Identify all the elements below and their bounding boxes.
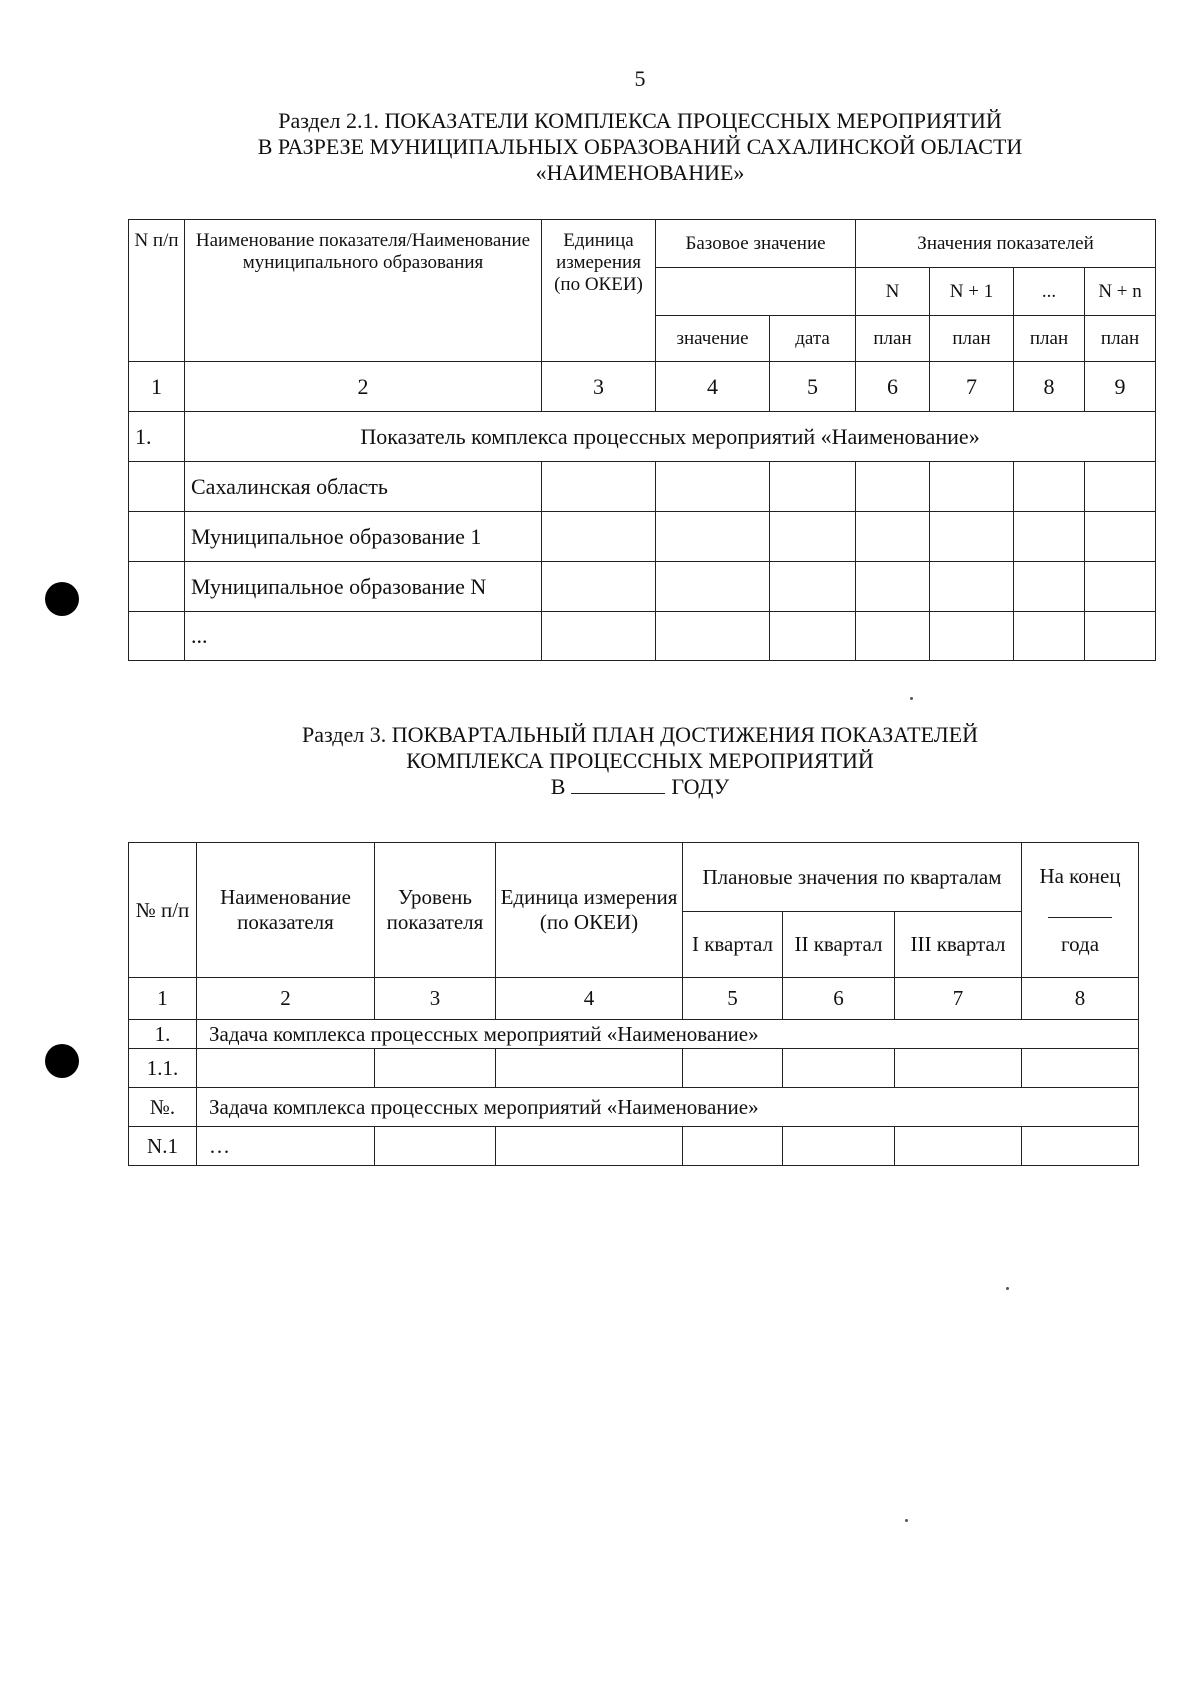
column-number: 1 (129, 362, 185, 412)
section-2-1-title (0, 108, 1200, 186)
cell (129, 462, 185, 512)
column-number: 7 (895, 978, 1022, 1020)
header-unit: Единица измерения (по ОКЕИ) (542, 220, 656, 362)
title-line: Раздел 3. ПОКВАРТАЛЬНЫЙ ПЛАН ДОСТИЖЕНИЯ ПОКАЗАТЕЛЕЙ (301, 722, 979, 747)
column-number: 8 (1014, 362, 1085, 412)
cell (129, 612, 185, 661)
column-number: 3 (542, 362, 656, 412)
header-plan: план (930, 316, 1014, 362)
indicator-label: Показатель комплекса процессных мероприятий «Наименование» (185, 412, 1156, 462)
column-number: 1 (129, 978, 197, 1020)
column-number: 6 (856, 362, 930, 412)
title-line: «НАИМЕНОВАНИЕ» (535, 160, 745, 185)
header-year: N + n (1085, 268, 1156, 316)
column-number: 4 (496, 978, 683, 1020)
task-label: Задача комплекса процессных мероприятий «Наименование» (197, 1088, 1139, 1127)
year-blank (571, 775, 665, 794)
header-plan: план (1014, 316, 1085, 362)
header-num: N п/п (129, 220, 185, 362)
punch-hole (45, 582, 79, 616)
row-label: ... (185, 612, 542, 661)
header-plan: план (856, 316, 930, 362)
header-values: Значения показателей (856, 220, 1156, 268)
scan-speck (910, 697, 913, 700)
cell (129, 512, 185, 562)
column-number: 7 (930, 362, 1014, 412)
header-name: Наименование показателя (197, 843, 375, 978)
title-line: КОМПЛЕКСА ПРОЦЕССНЫХ МЕРОПРИЯТИЙ (406, 748, 874, 773)
column-number: 5 (770, 362, 856, 412)
section-3-table (128, 842, 1139, 1166)
header-base-value: значение (656, 316, 770, 362)
header-end-line (1048, 917, 1112, 918)
task-num: №. (129, 1088, 197, 1127)
section-2-1-table (128, 219, 1156, 661)
title-line: Раздел 2.1. ПОКАЗАТЕЛИ КОМПЛЕКСА ПРОЦЕССНЫХ МЕРОПРИЯТИЙ (278, 108, 1002, 133)
task-label: Задача комплекса процессных мероприятий «Наименование» (197, 1020, 1139, 1049)
row-label: Сахалинская область (185, 462, 542, 512)
punch-hole (45, 1044, 79, 1078)
scan-speck (905, 1519, 908, 1522)
row-num: 1.1. (129, 1049, 197, 1088)
header-quarter: II квартал (783, 912, 895, 978)
column-number: 3 (375, 978, 496, 1020)
task-num: 1. (129, 1020, 197, 1049)
section-3-title (0, 722, 1200, 800)
header-name: Наименование показателя/Наименование муниципального образования (185, 220, 542, 362)
column-number: 6 (783, 978, 895, 1020)
indicator-num: 1. (129, 412, 185, 462)
header-unit: Единица измерения (по ОКЕИ) (496, 843, 683, 978)
year-prefix: В (550, 774, 566, 799)
title-year-line (0, 774, 1200, 800)
year-suffix: ГОДУ (671, 774, 730, 799)
scan-speck (1006, 1287, 1009, 1290)
header-base: Базовое значение (656, 220, 856, 268)
header-base-spacer (656, 268, 856, 316)
page-number: 5 (634, 66, 646, 91)
row-name: … (197, 1127, 375, 1166)
header-level: Уровень показателя (375, 843, 496, 978)
column-number: 2 (185, 362, 542, 412)
header-plan: план (1085, 316, 1156, 362)
row-label: Муниципальное образование 1 (185, 512, 542, 562)
header-planned: Плановые значения по кварталам (683, 843, 1022, 912)
header-num: № п/п (129, 843, 197, 978)
header-end-bottom: года (1061, 931, 1100, 956)
header-quarter: III квартал (895, 912, 1022, 978)
column-number: 2 (197, 978, 375, 1020)
row-num: N.1 (129, 1127, 197, 1166)
column-number: 4 (656, 362, 770, 412)
header-year: N (856, 268, 930, 316)
cell (129, 562, 185, 612)
column-number: 9 (1085, 362, 1156, 412)
header-end (1022, 843, 1139, 978)
header-year: N + 1 (930, 268, 1014, 316)
header-year: ... (1014, 268, 1085, 316)
header-quarter: I квартал (683, 912, 783, 978)
row-label: Муниципальное образование N (185, 562, 542, 612)
column-number: 8 (1022, 978, 1139, 1020)
title-line: В РАЗРЕЗЕ МУНИЦИПАЛЬНЫХ ОБРАЗОВАНИЙ САХАЛИНСКОЙ ОБЛАСТИ (257, 134, 1023, 159)
header-end-top: На конец (1039, 863, 1121, 888)
column-number: 5 (683, 978, 783, 1020)
header-base-date: дата (770, 316, 856, 362)
